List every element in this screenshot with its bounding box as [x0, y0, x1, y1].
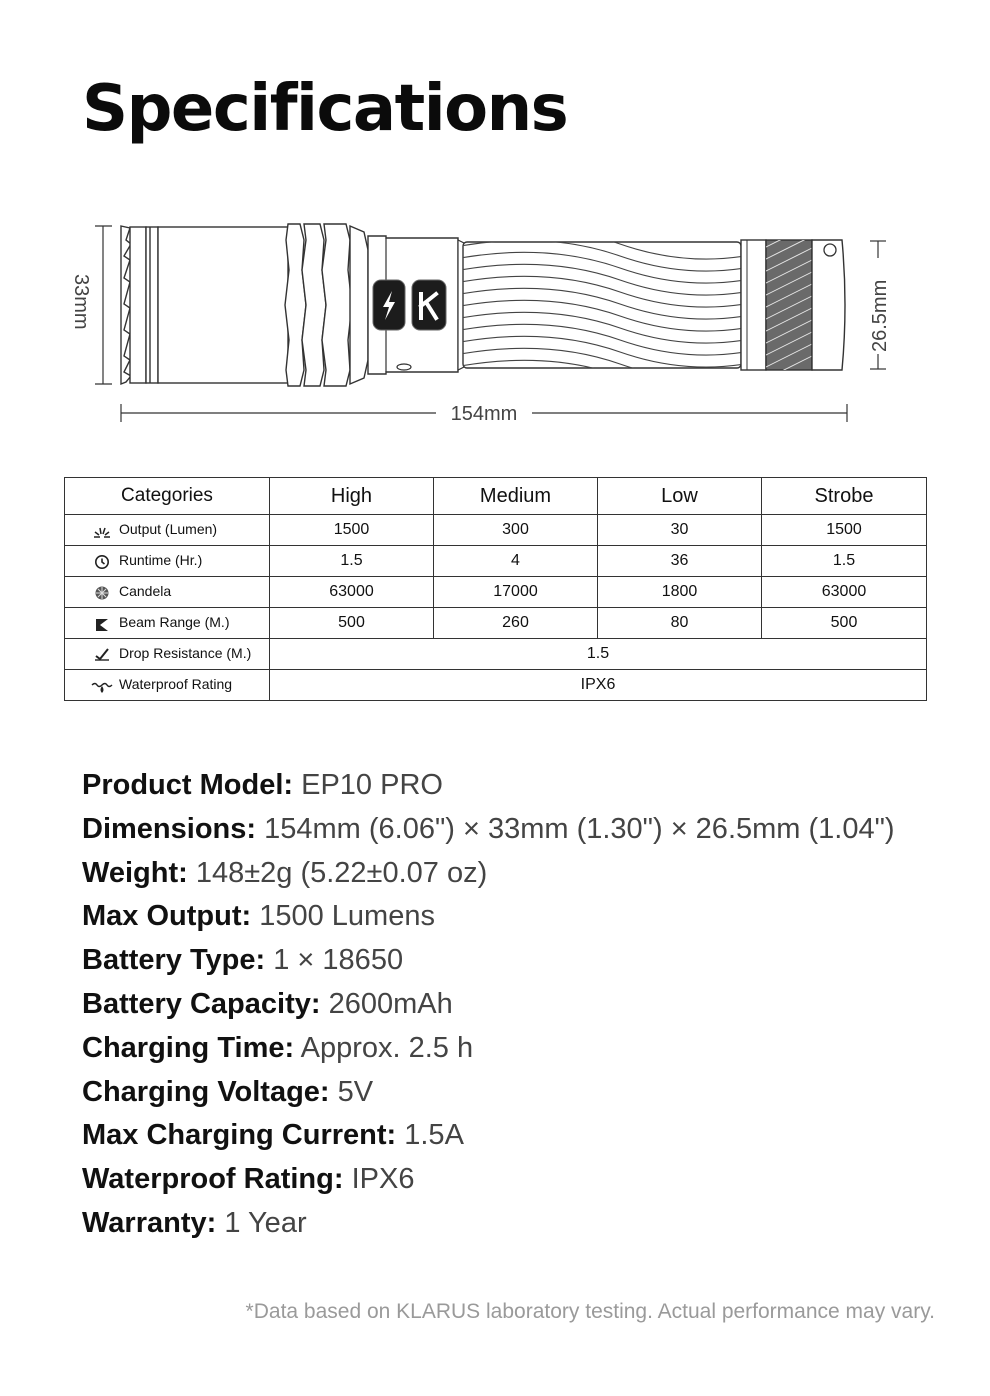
spec-value: 1 × 18650: [273, 944, 404, 977]
spec-label: Waterproof Rating:: [82, 1163, 344, 1196]
cell-value: 63000: [762, 577, 927, 608]
power-button: [412, 280, 446, 330]
row-label-cell: [65, 639, 270, 670]
cell-value: 80: [598, 608, 762, 639]
mode-button: [373, 280, 405, 330]
spec-value: 5V: [337, 1075, 374, 1108]
table-row: [65, 639, 927, 670]
spec-value: 148±2g (5.22±0.07 oz): [195, 856, 488, 889]
table-row: [65, 577, 927, 608]
col-header-low: Low: [598, 478, 762, 515]
spec-item: [82, 983, 895, 1027]
row-label: Runtime (Hr.): [119, 552, 203, 569]
table-row: [65, 546, 927, 577]
cell-value: 4: [434, 546, 598, 577]
col-header-medium: Medium: [434, 478, 598, 515]
row-label: Beam Range (M.): [119, 614, 230, 631]
col-header-strobe: Strobe: [762, 478, 927, 515]
cell-value: 1500: [762, 515, 927, 546]
output-icon: [91, 523, 113, 539]
spec-label: Max Charging Current:: [82, 1119, 397, 1152]
spec-item: [82, 1027, 895, 1071]
spec-label: Max Output:: [82, 900, 252, 933]
head-diameter-label: 33mm: [70, 274, 92, 330]
row-label: Output (Lumen): [119, 521, 218, 538]
spec-item: [82, 1114, 895, 1158]
row-label: Candela: [119, 583, 172, 600]
cell-value: 30: [598, 515, 762, 546]
cell-value: 300: [434, 515, 598, 546]
spec-label: Product Model:: [82, 769, 294, 801]
cell-value: 260: [434, 608, 598, 639]
spec-value: EP10 PRO: [301, 769, 443, 801]
tail-diameter-label: 26.5mm: [869, 279, 891, 352]
footnote: *Data based on KLARUS laboratory testing. Actual performance may vary.: [245, 1300, 935, 1323]
spec-label: Dimensions:: [82, 812, 257, 845]
table-row: [65, 670, 927, 701]
col-header-categories: Categories: [65, 478, 270, 515]
spec-value: 154mm (6.06") × 33mm (1.30") × 26.5mm (1.04"): [264, 812, 895, 845]
spec-label: Battery Type:: [82, 944, 266, 977]
row-label: Waterproof Rating: [119, 676, 233, 693]
water-icon: [91, 678, 113, 694]
spec-value: 1.5A: [404, 1119, 464, 1152]
page-title: Specifications: [82, 72, 568, 146]
spec-label: Weight:: [82, 856, 188, 889]
cell-value-merged: 1.5: [270, 639, 927, 670]
cell-value: 500: [270, 608, 434, 639]
spec-item: [82, 808, 895, 852]
spec-label: Battery Capacity:: [82, 987, 321, 1020]
spec-item: [82, 852, 895, 896]
table-row: [65, 515, 927, 546]
spec-list: [82, 764, 895, 1246]
spec-value: 1 Year: [224, 1206, 307, 1239]
spec-item: [82, 939, 895, 983]
cell-value: 63000: [270, 577, 434, 608]
spec-value: 1500 Lumens: [259, 900, 435, 933]
row-label-cell: [65, 546, 270, 577]
cell-value: 1.5: [762, 546, 927, 577]
switch-section: [368, 236, 466, 374]
spec-item: [82, 1202, 895, 1246]
flashlight-head: [121, 224, 368, 386]
spec-label: Charging Time:: [82, 1031, 295, 1064]
table-header-row: [65, 478, 927, 515]
spec-value: Approx. 2.5 h: [300, 1031, 474, 1064]
drop-icon: [91, 646, 113, 663]
cell-value: 1500: [270, 515, 434, 546]
head-diameter-marker: [95, 226, 112, 384]
spec-item: [82, 764, 895, 808]
cell-value: 36: [598, 546, 762, 577]
spec-label: Charging Voltage:: [82, 1075, 330, 1108]
spec-item: [82, 895, 895, 939]
row-label-cell: [65, 577, 270, 608]
row-label-cell: [65, 670, 270, 701]
cell-value-merged: IPX6: [270, 670, 927, 701]
row-label-cell: [65, 515, 270, 546]
spec-item: [82, 1158, 895, 1202]
spec-table: [64, 477, 927, 701]
clock-icon: [91, 553, 113, 570]
row-label: Drop Resistance (M.): [119, 645, 252, 662]
cell-value: 17000: [434, 577, 598, 608]
spec-label: Warranty:: [82, 1206, 217, 1239]
row-label-cell: [65, 608, 270, 639]
col-header-high: High: [270, 478, 434, 515]
flashlight-diagram: [0, 210, 990, 440]
table-row: [65, 608, 927, 639]
length-label: 154mm: [450, 403, 518, 425]
tail-cap: [741, 220, 845, 382]
beam-icon: [91, 616, 113, 632]
cell-value: 1800: [598, 577, 762, 608]
spec-value: 2600mAh: [328, 987, 453, 1020]
battery-tube: [440, 228, 780, 391]
candela-icon: [91, 584, 113, 601]
spec-value: IPX6: [351, 1163, 415, 1196]
cell-value: 1.5: [270, 546, 434, 577]
cell-value: 500: [762, 608, 927, 639]
spec-item: [82, 1071, 895, 1115]
